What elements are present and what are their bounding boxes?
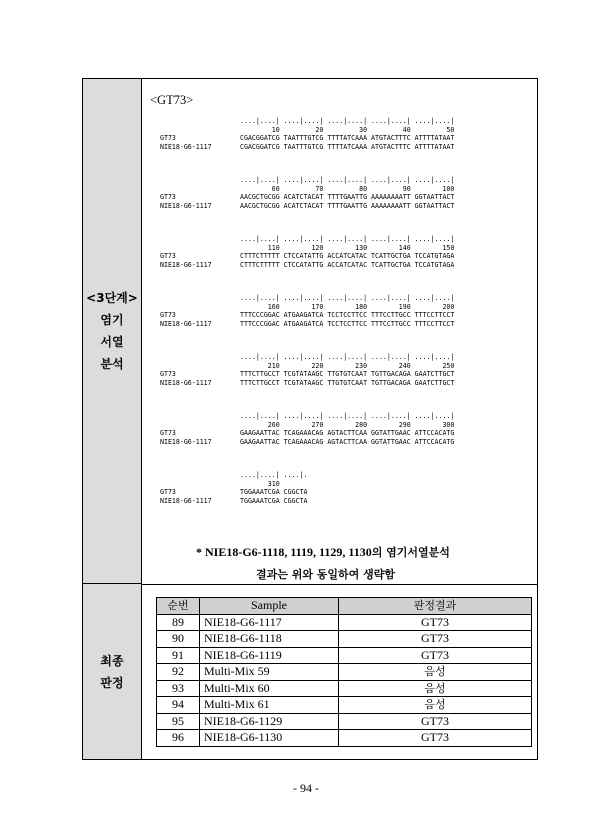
alignment-title: <GT73> (150, 93, 194, 107)
sequence-bases: TGGAAATCGA CGGCTA (240, 496, 308, 505)
row-sample: NIE18-G6-1119 (200, 647, 339, 664)
ruler-numbers: 210 220 230 240 250 (240, 361, 455, 370)
sequence-row (160, 379, 520, 388)
sequence-bases: TTTCCCGGAC ATGAAGATCA TCCTCCTTCC TTTCCTTGCC TTTCCTTCCT (240, 319, 455, 328)
row-sample: NIE18-G6-1129 (200, 713, 339, 730)
sequence-name: NIE18-G6-1117 (160, 378, 212, 387)
sequence-bases: TTTCCCGGAC ATGAAGATCA TCCTCCTTCC TTTCCTTGCC TTTCCTTCCT (240, 311, 455, 320)
final-judgment-label-cell (83, 584, 141, 759)
sequence-bases: TTTCTTGCCT TCGTATAAGC TTGTGTCAAT TGTTGACAGA GAATCTTGCT (240, 370, 455, 379)
col-header-result: 판정결과 (339, 598, 532, 615)
sequence-bases: CTTTCTTTTT CTCCATATTG ACCATCATAC TCATTGCTGA TCCATGTAGA (240, 252, 455, 261)
sequence-name: NIE18-G6-1117 (160, 201, 212, 210)
row-sample: Multi-Mix 59 (200, 664, 339, 681)
table-header-row (157, 598, 532, 615)
table-row (157, 697, 532, 714)
row-result: GT73 (339, 713, 532, 730)
ruler-numbers: 260 270 280 290 300 (240, 420, 455, 429)
sequence-row (160, 252, 520, 261)
table-row (157, 647, 532, 664)
row-index: 92 (157, 664, 200, 681)
ruler-dots: ....|....| ....|....| ....|....| ....|....| ....|....| (240, 176, 455, 184)
row-result: GT73 (339, 647, 532, 664)
row-result: 음성 (339, 664, 532, 681)
ruler-dots: ....|....| ....|. (240, 471, 308, 479)
left-label-column (83, 79, 142, 759)
sequence-row (160, 488, 520, 497)
ruler-numbers: 310 (240, 479, 280, 488)
row-index: 90 (157, 631, 200, 648)
ruler-dots: ....|....| ....|....| ....|....| ....|....| ....|....| (240, 235, 455, 243)
sequence-bases: GAAGAATTAC TCAGAAACAG AGTACTTCAA GGTATTGAAC ATTCCACATG (240, 437, 455, 446)
sequence-name: GT73 (160, 488, 176, 497)
note-suffix: 의 염기서열분석 (371, 546, 450, 559)
row-index: 96 (157, 730, 200, 747)
table-row (157, 664, 532, 681)
row-sample: NIE18-G6-1117 (200, 614, 339, 631)
table-row (157, 614, 532, 631)
ruler-dots: ....|....| ....|....| ....|....| ....|....| ....|....| (240, 353, 455, 361)
sequence-bases: AACGCTGCGG ACATCTACAT TTTTGAATTG AAAAAAAATT GGTAATTACT (240, 201, 455, 210)
ruler-dots: ....|....| ....|....| ....|....| ....|....| ....|....| (240, 294, 455, 302)
sequence-row (160, 497, 520, 506)
sequence-name: NIE18-G6-1117 (160, 496, 212, 505)
sequence-name: NIE18-G6-1117 (160, 142, 212, 151)
sequence-bases: AACGCTGCGG ACATCTACAT TTTTGAATTG AAAAAAAATT GGTAATTACT (240, 193, 455, 202)
sequence-row (160, 311, 520, 320)
row-result: 음성 (339, 680, 532, 697)
sequence-name: GT73 (160, 429, 176, 438)
row-result: GT73 (339, 730, 532, 747)
sequence-row (160, 370, 520, 379)
alignment-block (160, 235, 520, 269)
ruler-numbers: 110 120 130 140 150 (240, 243, 455, 252)
final-label-line: 최종 (100, 653, 124, 668)
alignment-block (160, 412, 520, 446)
sequence-row (160, 320, 520, 329)
sequence-name: NIE18-G6-1117 (160, 437, 212, 446)
sequence-bases: CGACGGATCG TAATTTGTCG TTTTATCAAA ATGTACTTTC ATTTTATAAT (240, 142, 455, 151)
sequence-name: NIE18-G6-1117 (160, 260, 212, 269)
ruler-dots: ....|....| ....|....| ....|....| ....|....| ....|....| (240, 117, 455, 125)
sequence-bases: CTTTCTTTTT CTCCATATTG ACCATCATAC TCATTGCTGA TCCATGTAGA (240, 260, 455, 269)
row-result: GT73 (339, 614, 532, 631)
row-sample: NIE18-G6-1130 (200, 730, 339, 747)
sequence-bases: CGACGGATCG TAATTTGTCG TTTTATCAAA ATGTACTTTC ATTTTATAAT (240, 134, 455, 143)
table-row (157, 680, 532, 697)
sequence-row (160, 193, 520, 202)
sequence-name: GT73 (160, 370, 176, 379)
sequence-name: GT73 (160, 252, 176, 261)
row-result: 음성 (339, 697, 532, 714)
table-row (157, 730, 532, 747)
result-table-body (157, 614, 532, 746)
sequence-bases: TGGAAATCGA CGGCTA (240, 488, 308, 497)
col-header-sample: Sample (200, 598, 339, 615)
alignment-block (160, 176, 520, 210)
sequence-row (160, 143, 520, 152)
step-label-line: <3단계> (86, 291, 138, 305)
sequence-name: GT73 (160, 193, 176, 202)
step3-label-cell (83, 79, 141, 584)
row-index: 94 (157, 697, 200, 714)
final-label-line: 판정 (100, 675, 124, 690)
note-sample-list: * NIE18-G6-1118, 1119, 1129, 1130 (196, 545, 372, 559)
alignment-block (160, 294, 520, 328)
ruler-numbers: 10 20 30 40 50 (240, 125, 455, 134)
row-sample: Multi-Mix 61 (200, 697, 339, 714)
step-label-line: 분석 (100, 357, 124, 371)
sequence-bases: GAAGAATTAC TCAGAAACAG AGTACTTCAA GGTATTGAAC ATTCCACATG (240, 429, 455, 438)
page-number: - 94 - (293, 781, 319, 795)
table-row (157, 713, 532, 730)
row-sample: Multi-Mix 60 (200, 680, 339, 697)
step-label-line: 서열 (100, 335, 124, 349)
ruler-dots: ....|....| ....|....| ....|....| ....|....| ....|....| (240, 412, 455, 420)
row-sample: NIE18-G6-1118 (200, 631, 339, 648)
alignment-block (160, 353, 520, 387)
sequence-row (160, 429, 520, 438)
row-index: 93 (157, 680, 200, 697)
table-row (157, 631, 532, 648)
row-index: 95 (157, 713, 200, 730)
row-index: 89 (157, 614, 200, 631)
alignment-block (160, 471, 520, 505)
note-line-1 (196, 544, 450, 560)
sequence-row (160, 438, 520, 447)
sequence-bases: TTTCTTGCCT TCGTATAAGC TTGTGTCAAT TGTTGACAGA GAATCTTGCT (240, 378, 455, 387)
final-result-table (156, 597, 532, 747)
ruler-numbers: 160 170 180 190 200 (240, 302, 455, 311)
sequence-name: GT73 (160, 311, 176, 320)
sequence-row (160, 202, 520, 211)
sequence-row (160, 134, 520, 143)
sequence-row (160, 261, 520, 270)
ruler-numbers: 60 70 80 90 100 (240, 184, 455, 193)
col-header-index: 순번 (157, 598, 200, 615)
note-line-2: 결과는 위와 동일하여 생략함 (256, 568, 395, 581)
sequence-name: GT73 (160, 134, 176, 143)
row-result: GT73 (339, 631, 532, 648)
section-divider (142, 584, 537, 585)
row-index: 91 (157, 647, 200, 664)
sequence-name: NIE18-G6-1117 (160, 319, 212, 328)
alignment-block (160, 117, 520, 151)
step-label-line: 염기 (100, 313, 124, 327)
